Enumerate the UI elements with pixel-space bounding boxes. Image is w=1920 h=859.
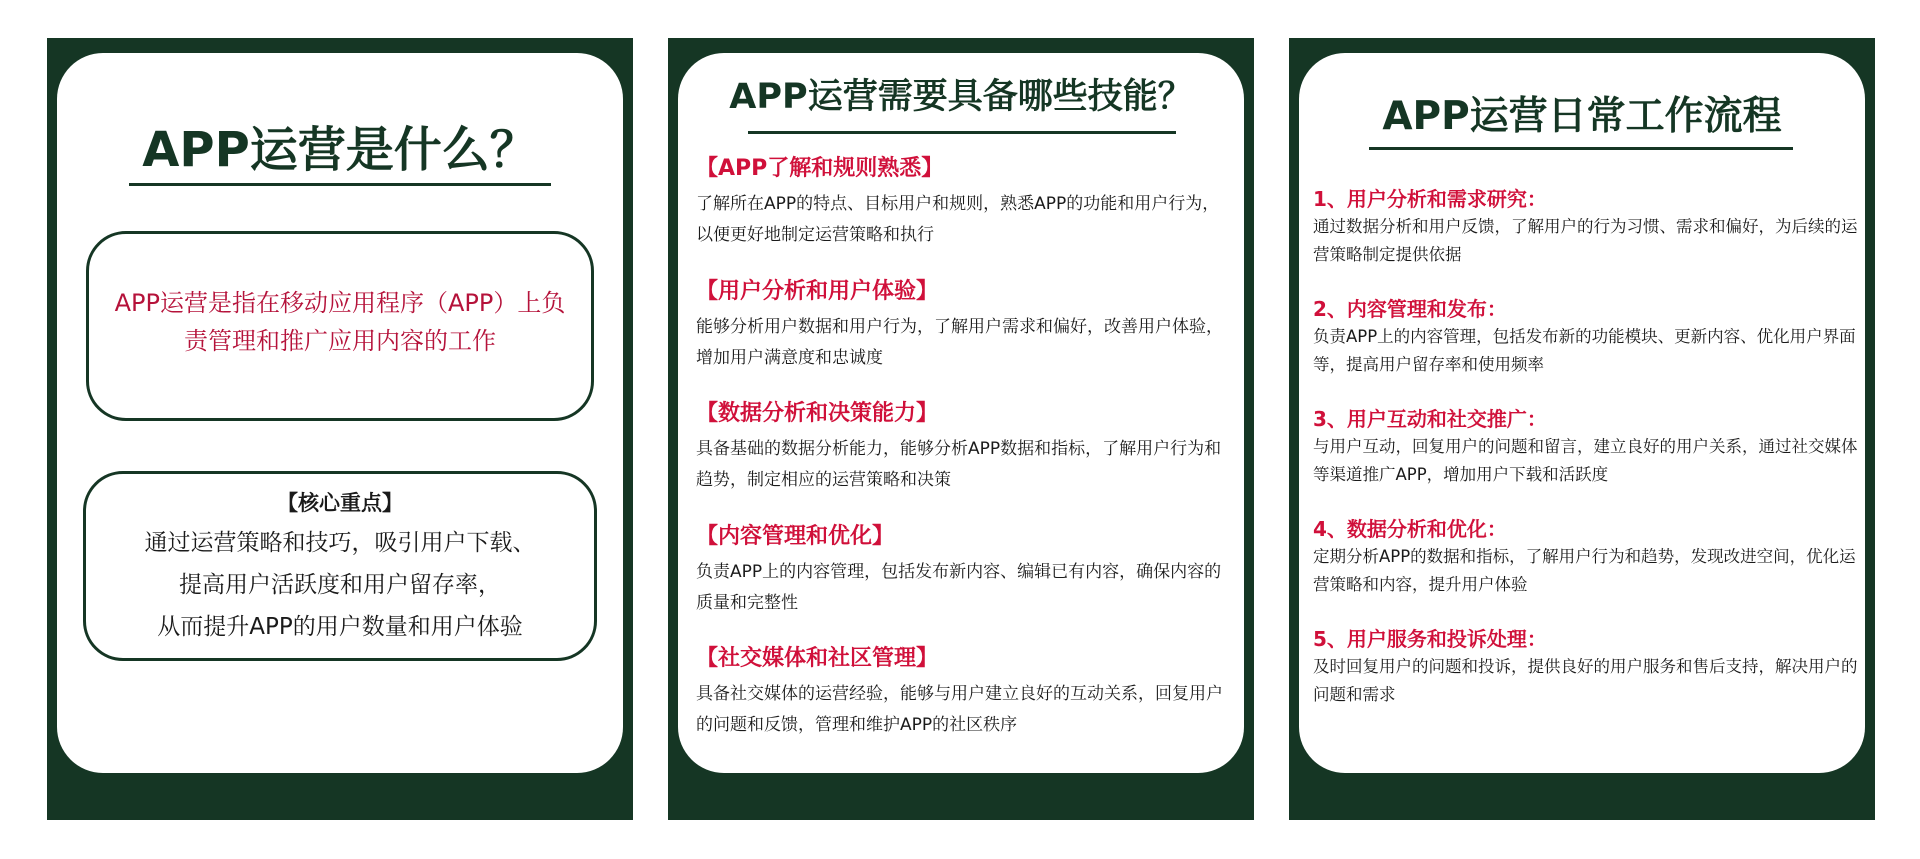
workflow-step [1313, 295, 1861, 405]
skill-heading: 【APP了解和规则熟悉】 [696, 156, 944, 181]
workflow-step [1313, 625, 1861, 735]
skill-section [696, 521, 1236, 644]
panel-required-skills [668, 38, 1254, 820]
skill-heading: 【数据分析和决策能力】 [696, 401, 939, 426]
step-heading: 4、数据分析和优化： [1313, 517, 1507, 541]
skill-list [696, 153, 1236, 766]
key-point-line: 从而提升APP的用户数量和用户体验 [157, 614, 523, 640]
skill-description: 负责APP上的内容管理，包括发布新内容、编辑已有内容，确保内容的质量和完整性 [696, 561, 1222, 613]
skill-description: 具备基础的数据分析能力，能够分析APP数据和指标，了解用户行为和趋势，制定相应的运营策略和决策 [696, 439, 1222, 490]
step-heading: 3、用户互动和社交推广： [1313, 407, 1547, 431]
workflow-step [1313, 405, 1861, 515]
step-heading: 5、用户服务和投诉处理： [1313, 627, 1547, 651]
skill-section [696, 643, 1236, 766]
step-description: 及时回复用户的问题和投诉，提供良好的用户服务和售后支持，解决用户的问题和需求 [1313, 657, 1858, 704]
skill-heading: 【社交媒体和社区管理】 [696, 646, 939, 671]
skill-heading: 【用户分析和用户体验】 [696, 278, 939, 304]
panel-daily-workflow [1289, 38, 1875, 820]
panel-title: APP运营是什么？ [142, 122, 538, 178]
skill-description: 能够分析用户数据和用户行为，了解用户需求和偏好，改善用户体验，增加用户满意度和忠诚度 [696, 316, 1223, 368]
workflow-step [1313, 515, 1861, 625]
panel-what-is-app-operation [47, 38, 633, 820]
step-description: 与用户互动，回复用户的问题和留言，建立良好的用户关系，通过社交媒体等渠道推广APP，增加用户下载和活跃度 [1313, 437, 1858, 484]
step-heading: 2、内容管理和发布： [1313, 297, 1507, 321]
skill-section [696, 398, 1236, 521]
definition-text: APP运营是指在移动应用程序（APP）上负责管理和推广应用内容的工作 [114, 289, 566, 355]
card-required-skills [678, 53, 1244, 773]
step-description: 负责APP上的内容管理，包括发布新的功能模块、更新内容、优化用户界面等，提高用户留存率和使用频率 [1313, 327, 1856, 374]
title-underline [748, 131, 1176, 134]
key-points-box [83, 471, 597, 661]
skill-section [696, 153, 1236, 276]
panel-title: APP运营需要具备哪些技能？ [729, 77, 1193, 117]
skill-description: 具备社交媒体的运营经验，能够与用户建立良好的互动关系，回复用户的问题和反馈，管理和维护APP的社区秩序 [696, 684, 1223, 735]
step-description: 通过数据分析和用户反馈，了解用户的行为习惯、需求和偏好，为后续的运营策略制定提供依据 [1313, 217, 1858, 264]
title-underline [1369, 147, 1793, 150]
key-point-line: 通过运营策略和技巧，吸引用户下载、 [144, 530, 536, 556]
definition-box [86, 231, 594, 421]
step-description: 定期分析APP的数据和指标，了解用户行为和趋势，发现改进空间，优化运营策略和内容，提升用户体验 [1313, 547, 1856, 594]
skill-description: 了解所在APP的特点、目标用户和规则，熟悉APP的功能和用户行为，以便更好地制定运营策略和执行 [696, 194, 1220, 245]
key-point-line: 提高用户活跃度和用户留存率， [179, 572, 501, 598]
card-daily-workflow [1299, 53, 1865, 773]
title-underline [129, 183, 551, 186]
key-points-heading: 【核心重点】 [277, 491, 403, 515]
card-what-is-app-operation [57, 53, 623, 773]
panel-title: APP运营日常工作流程 [1382, 94, 1782, 139]
workflow-step-list [1313, 185, 1861, 735]
skill-section [696, 276, 1236, 399]
skill-heading: 【内容管理和优化】 [696, 523, 895, 549]
step-heading: 1、用户分析和需求研究： [1313, 187, 1547, 211]
workflow-step [1313, 185, 1861, 295]
